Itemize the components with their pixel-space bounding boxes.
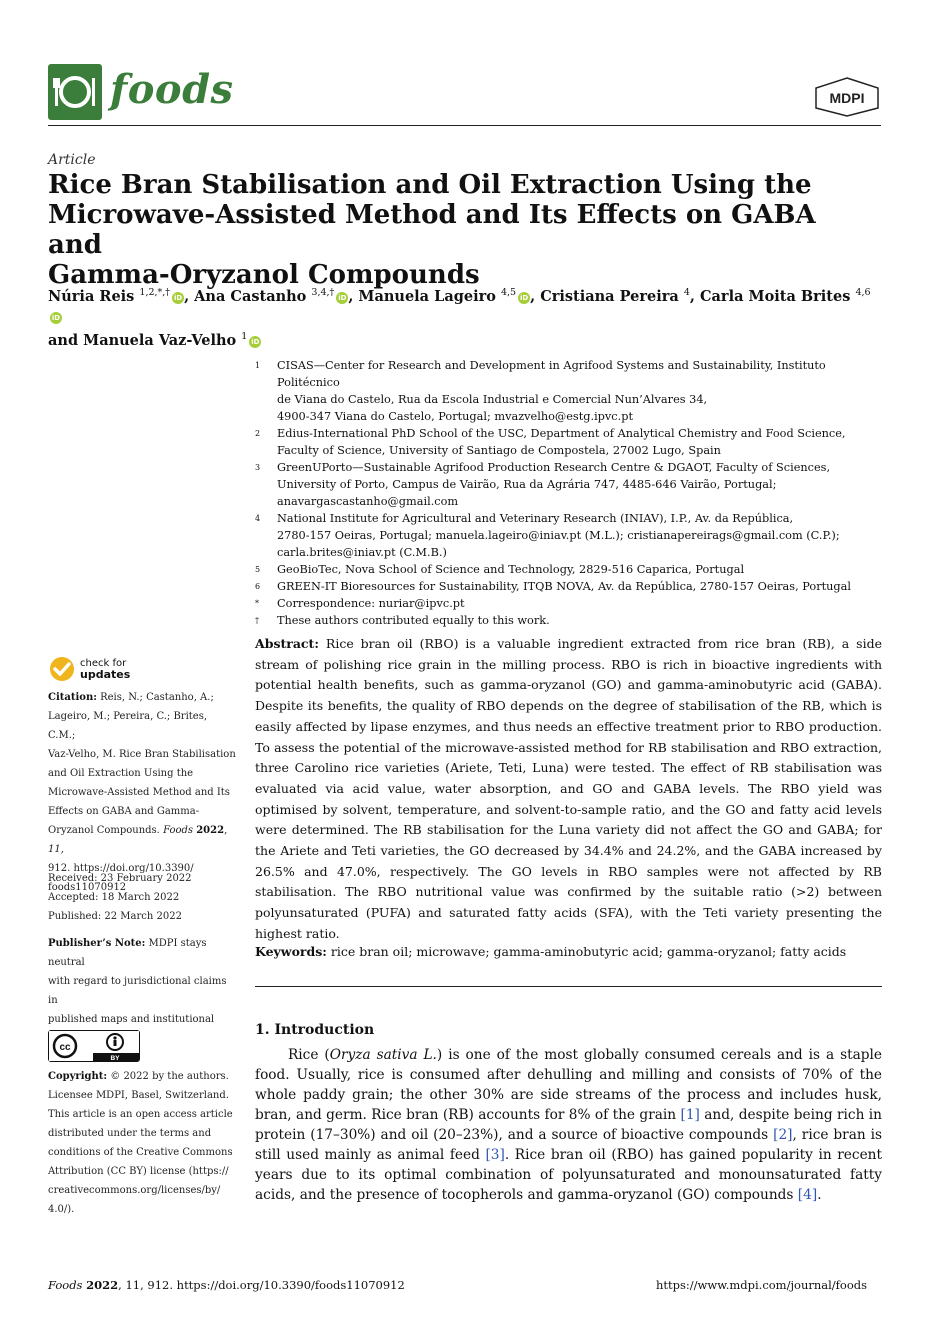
affiliation-item: 2 Edius-International PhD School of the USC, Department of Analytical Chemistry and Food Science, Faculty of Science, University of Santiago de Compostela, 27002 Lugo, Spain	[255, 427, 846, 457]
author-affiliation-sup: 4,5	[500, 287, 517, 298]
svg-text:cc: cc	[59, 1042, 71, 1053]
orcid-icon[interactable]: iD	[251, 337, 260, 346]
affiliation-item: 5 GeoBioTec, Nova School of Science and Technology, 2829-516 Caparica, Portugal	[255, 563, 745, 576]
reference-link[interactable]: [3]	[485, 1147, 505, 1163]
affiliations	[255, 357, 885, 629]
author-name[interactable]: Cristiana Pereira	[540, 287, 679, 305]
affiliation-item: † These authors contributed equally to this work.	[255, 614, 550, 627]
author-affiliation-sup: 1	[241, 330, 248, 342]
citation-doi-link[interactable]: 912. https://doi.org/10.3390/	[48, 863, 194, 874]
journal-logo	[48, 64, 102, 120]
author-name[interactable]: Manuela Lageiro	[358, 287, 496, 305]
intro-paragraph: Rice (Oryza sativa L.) is one of the most globally consumed cereals and is a staple food. Usually, rice is consumed after dehulling and milling and consists of 70% of the whole paddy grain; the other 30% are side streams of the process and includes husk, bran, and germ. Rice bran (RB) accounts for 8% of the grain [1] and, despite being rich in protein (17–30%) and oil (20–23%), and a source of bioactive compounds [2], rice bran is still used mainly as animal feed [3]. Rice bran oil (RBO) has gained popularity in recent years due to its optimal combination of polyunsaturated and monounsaturated fatty acids, and the presence of tocopherols and gamma-oryzanol (GO) compounds [4].	[255, 1047, 883, 1203]
affiliation-item: 6 GREEN-IT Bioresources for Sustainability, ITQB NOVA, Av. da República, 2780-157 Oeiras, Portugal	[255, 580, 851, 593]
keywords-label: Keywords:	[255, 944, 327, 959]
author-affiliation-sup: 3,4,†	[311, 287, 335, 298]
affiliation-item: 1 CISAS—Center for Research and Development in Agrifood Systems and Sustainability, Instituto Politécnico de Viana do Castelo, Rua da Escola Industrial e Comercial Nun’Alvares 34, 4900-347 Viana do Castelo, Portugal; mvazvelho@estg.ipvc.pt	[255, 359, 826, 423]
dates-block	[48, 869, 236, 926]
reference-link[interactable]: [1]	[680, 1107, 700, 1123]
published-date: Published: 22 March 2022	[48, 911, 182, 922]
plate-fork-knife-icon	[48, 64, 102, 120]
keywords	[255, 942, 882, 962]
orcid-icon[interactable]: iD	[519, 293, 529, 302]
title-line: Microwave-Assisted Method and Its Effects on GABA and	[48, 200, 816, 260]
journal-name: foods	[110, 66, 234, 113]
orcid-icon[interactable]: iD	[173, 293, 183, 302]
citation-block: Citation: Reis, N.; Castanho, A.; Lageiro, M.; Pereira, C.; Brites, C.M.; Vaz-Velho, M. Rice Bran Stabilisation and Oil Extraction Using the Microwave-Assisted Method and Its Effects on GABA and Gamma- Oryzanol Compounds. Foods 2022, 11, 912. https://doi.org/10.3390/ foods11070912	[48, 692, 236, 893]
author-name[interactable]: Manuela Vaz-Velho	[83, 331, 237, 349]
footer-journal-url[interactable]: https://www.mdpi.com/journal/foods	[656, 1278, 868, 1292]
article-type: Article	[48, 152, 96, 168]
title-line: Rice Bran Stabilisation and Oil Extraction Using the	[48, 170, 812, 200]
cc-license-badge[interactable]	[48, 1030, 140, 1062]
affiliation-item: * Correspondence: nuriar@ipvc.pt	[255, 597, 465, 610]
affiliation-item: 4 National Institute for Agricultural and Veterinary Research (INIAV), I.P., Av. da República, 2780-157 Oeiras, Portugal; manuela.lageiro@iniav.pt (M.L.); cristianapereirags@gmail.com (C.P.); carla.brites@iniav.pt (C.M.B.)	[255, 512, 840, 559]
title-line: Gamma-Oryzanol Compounds	[48, 260, 480, 290]
section-rule	[255, 986, 882, 987]
reference-link[interactable]: [4]	[797, 1187, 818, 1203]
publisher-logo	[812, 76, 882, 122]
footer-citation: Foods 2022, 11, 912. https://doi.org/10.3390/foods11070912	[48, 1278, 405, 1292]
accepted-date: Accepted: 18 March 2022	[48, 892, 180, 903]
publisher-note: Publisher’s Note: MDPI stays neutral with regard to jurisdictional claims in published maps and institutional	[48, 938, 227, 1025]
author-name[interactable]: Ana Castanho	[194, 287, 307, 305]
author-name[interactable]: Núria Reis	[48, 287, 135, 305]
license-link[interactable]: Attribution (CC BY) license (https://	[48, 1166, 229, 1177]
author-affiliation-sup: 1,2,*,†	[139, 287, 171, 298]
check-updates-button[interactable]: check for updates	[80, 658, 131, 681]
copyright-block: Copyright: © 2022 by the authors. Licensee MDPI, Basel, Switzerland. This article is an open access article distributed under the terms and conditions of the Creative Commons Attribution (CC BY) license (https:// creativecommons.org/licenses/by/ 4.0/).	[48, 1067, 236, 1219]
abstract-text: Rice bran oil (RBO) is a valuable ingredient extracted from rice bran (RB), a side stream of polishing rice grain in the milling process. RBO is rich in bioactive ingredients with potential health benefits, such as gamma-oryzanol (GO) and gamma-aminobutyric acid (GABA). Despite its benefits, the quality of RBO depends on the degree of stabilisation of the RB, which is easily affected by lipase enzymes, and thus needs an effective treatment prior to RBO production. To assess the potential of the microwave-assisted method for RB stabilisation and RBO extraction, three Carolino rice varieties (Ariete, Teti, Luna) were tested. The effect of RB stabilisation was evaluated via acid value, water absorption, and GO and GABA levels. The RBO yield was optimised by solvent, temperature, and solvent-to-sample ratio, and the GO and fatty acid levels were determined. The RB stabilisation for the Luna variety did not affect the GO and GABA; for the Ariete and Teti varieties, the GO decreased by 34.4% and 24.2%, and the GABA increased by 26.5% and 47.0%, respectively. The GO levels in RBO samples were not affected by RB stabilisation. The RBO nutritional value was confirmed by the suitable ratio (>2) between polyunsaturated (PUFA) and saturated fatty acids (SFA), with the Teti variety presenting the highest ratio.	[255, 636, 882, 941]
authors-and: and	[48, 331, 79, 349]
affiliation-item: 3 GreenUPorto—Sustainable Agrifood Production Research Centre & DGAOT, Faculty of Sciences, University of Porto, Campus de Vairão, Rua da Agrária 747, 4485-646 Vairão, Portugal; anavargascastanho@gmail.com	[255, 461, 831, 508]
keywords-text: rice bran oil; microwave; gamma-aminobutyric acid; gamma-oryzanol; fatty acids	[330, 944, 847, 959]
abstract-label: Abstract:	[255, 636, 319, 651]
received-date: Received: 23 February 2022	[48, 873, 192, 884]
orcid-icon[interactable]: iD	[51, 313, 61, 322]
section-heading: 1. Introduction	[255, 1022, 375, 1038]
svg-text:MDPI: MDPI	[829, 90, 865, 106]
author-affiliation-sup: 4	[683, 287, 690, 298]
orcid-icon[interactable]: iD	[338, 293, 347, 302]
svg-text:BY: BY	[110, 1055, 120, 1061]
header-rule	[48, 125, 881, 126]
author-list: Núria Reis $^{1,2,*,\dagger}$ iD , Ana Castanho $^{3,4,\dagger}$ iD , Manuela Lageiro $^{4,5}$ iD , Cristiana Pereira $^4$, Carla Moita Brites $^{4,6}$iD and Manuela Vaz-Velho $^1$ iD	[48, 287, 871, 349]
check-updates-icon[interactable]	[48, 655, 76, 687]
author-affiliation-sup: 4,6	[855, 287, 871, 298]
reference-link[interactable]: [2]	[773, 1127, 793, 1143]
author-name[interactable]: Carla Moita Brites	[700, 287, 851, 305]
page-title	[48, 170, 868, 290]
abstract	[255, 634, 882, 945]
